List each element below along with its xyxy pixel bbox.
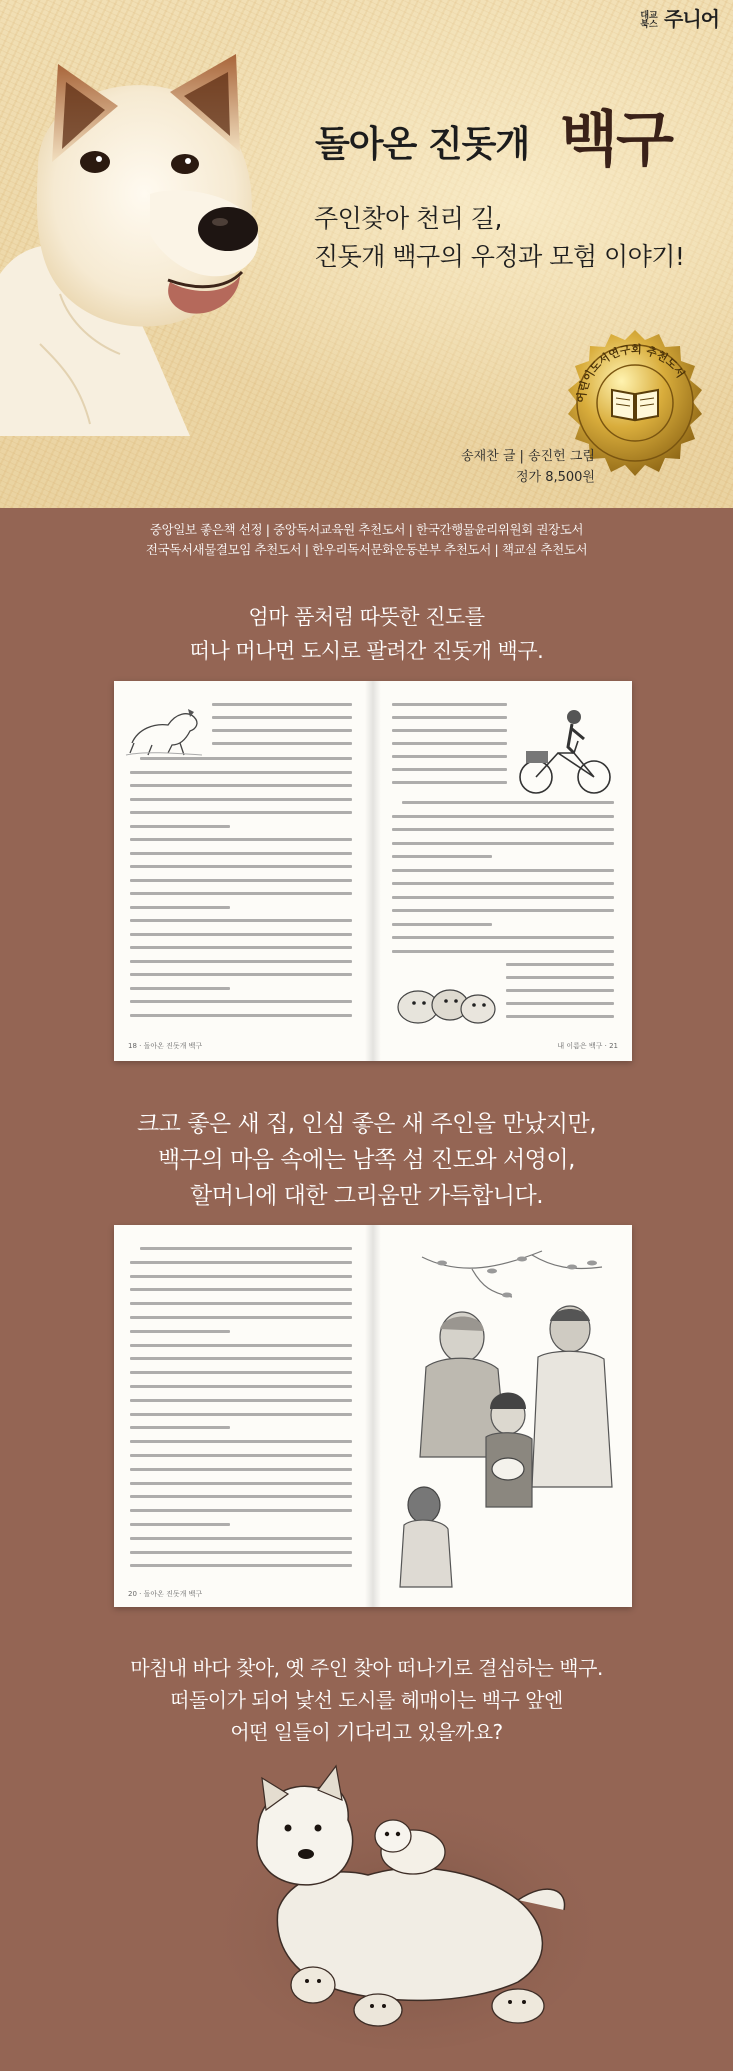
page-text-line: [130, 906, 230, 909]
page-text-line: [130, 919, 352, 922]
right-page-number: 내 이름은 백구 · 21: [557, 1042, 618, 1050]
family-with-puppy-illustration: [382, 1237, 622, 1597]
page-text-line: [130, 1523, 230, 1526]
page-text-line: [392, 781, 507, 784]
recommendation-line: 전국독서새물결모임 추천도서 | 한우리독서문화운동본부 추천도서 | 책교실 추천도서: [145, 542, 588, 557]
page-text-line: [506, 1002, 614, 1005]
page-text-line: [130, 1468, 352, 1471]
page-text-line: [130, 1551, 352, 1554]
page-text-line: [402, 801, 614, 804]
page-text-line: [130, 1454, 352, 1457]
page-text-line: [130, 1371, 352, 1374]
page-text-line: [130, 879, 352, 882]
author-illustrator: 송재찬 글 | 송진헌 그림: [461, 449, 595, 464]
page-text-line: [392, 936, 614, 939]
page-text-line: [130, 811, 352, 814]
page-text-line: [392, 855, 492, 858]
page-text-line: [130, 1261, 352, 1264]
page-text-line: [130, 1426, 230, 1429]
page-text-line: [392, 950, 614, 953]
page-text-line: [506, 1015, 614, 1018]
puppies-sketch-illustration: [394, 965, 499, 1029]
book-cover-banner: [0, 0, 733, 508]
page-text-line: [130, 1537, 352, 1540]
page-text-line: [130, 960, 352, 963]
book-title-main: 백구: [560, 105, 672, 175]
page-text-line: [212, 716, 352, 719]
seal-text: 어린이도서연구회 추천도서: [574, 342, 688, 404]
page-text-line: [130, 865, 352, 868]
page-text-line: [130, 987, 230, 990]
page-text-line: [140, 1247, 352, 1250]
book-price: 정가 8,500원: [515, 470, 595, 485]
caption-line: 떠나 머나먼 도시로 팔려간 진돗개 백구.: [189, 639, 544, 663]
story-caption-1: [0, 600, 733, 668]
page-text-line: [130, 1275, 352, 1278]
left-page-number: 20 · 돌아온 진돗개 백구: [128, 1590, 203, 1598]
caption-line: 크고 좋은 새 집, 인심 좋은 새 주인을 만났지만,: [136, 1111, 597, 1137]
book-title-prefix: 돌아온 진돗개: [315, 124, 530, 165]
page-text-line: [392, 815, 614, 818]
publisher-logo-main: 주니어: [664, 7, 719, 31]
page-text-line: [130, 1385, 352, 1388]
page-text-line: [392, 703, 507, 706]
story-caption-2: [0, 1106, 733, 1214]
open-book-icon: [612, 390, 658, 420]
page-gutter: [365, 681, 381, 1061]
page-text-line: [130, 1564, 352, 1567]
caption-line: 엄마 품처럼 따뜻한 진도를: [248, 605, 485, 629]
page-text-line: [392, 923, 492, 926]
page-text-line: [392, 842, 614, 845]
page-text-line: [130, 1302, 352, 1305]
page-text-line: [392, 882, 614, 885]
caption-line: 마침내 바다 찾아, 옛 주인 찾아 떠나기로 결심하는 백구.: [130, 1656, 603, 1680]
page-text-line: [130, 1509, 352, 1512]
page-text-line: [130, 798, 352, 801]
dog-sketch-illustration: [124, 699, 204, 757]
page-text-line: [130, 1316, 352, 1319]
page-text-line: [130, 892, 352, 895]
caption-line: 어떤 일들이 기다리고 있을까요?: [230, 1720, 503, 1744]
page-text-line: [212, 703, 352, 706]
page-text-line: [392, 716, 507, 719]
page-text-line: [212, 742, 352, 745]
recommendation-list: [0, 508, 733, 572]
publisher-logo[interactable]: [638, 8, 719, 30]
recommendation-line: 중앙일보 좋은책 선정 | 중앙독서교육원 추천도서 | 한국간행물윤리위원회 권장도서: [149, 522, 584, 537]
page-text-line: [392, 729, 507, 732]
page-text-line: [130, 1495, 352, 1498]
page-text-line: [130, 1288, 352, 1291]
page-text-line: [130, 838, 352, 841]
page-text-line: [130, 946, 352, 949]
caption-line: 할머니에 대한 그리움만 가득합니다.: [189, 1183, 543, 1209]
page-text-line: [392, 768, 507, 771]
page-text-line: [392, 909, 614, 912]
page-text-line: [130, 933, 352, 936]
subtitle-line: 진돗개 백구의 우정과 모험 이야기!: [314, 242, 685, 271]
page-text-line: [506, 976, 614, 979]
subtitle-line: 주인찾아 천리 길,: [314, 204, 502, 233]
page-text-line: [130, 1440, 352, 1443]
left-page-number: 18 · 돌아온 진돗개 백구: [128, 1042, 203, 1050]
page-text-line: [130, 1482, 352, 1485]
page-text-line: [506, 989, 614, 992]
page-text-line: [130, 1357, 352, 1360]
page-text-line: [130, 1000, 352, 1003]
jindo-dog-portrait: [0, 44, 300, 436]
page-text-line: [392, 828, 614, 831]
mother-dog-with-puppies-illustration: [218, 1760, 598, 2050]
bicycle-rider-illustration: [514, 707, 614, 797]
page-text-line: [392, 869, 614, 872]
story-caption-3: [0, 1652, 733, 1748]
page-text-line: [130, 852, 352, 855]
page-text-line: [130, 825, 230, 828]
page-text-line: [130, 1014, 352, 1017]
page-text-line: [392, 896, 614, 899]
page-text-line: [130, 1399, 352, 1402]
page-text-line: [130, 771, 352, 774]
page-text-line: [130, 1413, 352, 1416]
page-text-line: [130, 973, 352, 976]
page-text-line: [392, 742, 507, 745]
publisher-logo-small: 대교북스: [640, 11, 658, 30]
book-credits: [415, 446, 595, 488]
caption-line: 떠돌이가 되어 낯선 도시를 헤매이는 백구 앞엔: [170, 1688, 563, 1712]
page-text-line: [130, 1330, 230, 1333]
page-text-line: [392, 755, 507, 758]
caption-line: 백구의 마음 속에는 남쪽 섬 진도와 서영이,: [158, 1147, 575, 1173]
page-text-line: [506, 963, 614, 966]
page-gutter: [365, 1225, 381, 1607]
book-subtitle: [314, 200, 684, 276]
page-text-line: [130, 784, 352, 787]
page-text-line: [140, 757, 352, 760]
book-spread-preview-1: [114, 681, 632, 1061]
page-text-line: [130, 1344, 352, 1347]
book-spread-preview-2: [114, 1225, 632, 1607]
page-text-line: [212, 729, 352, 732]
